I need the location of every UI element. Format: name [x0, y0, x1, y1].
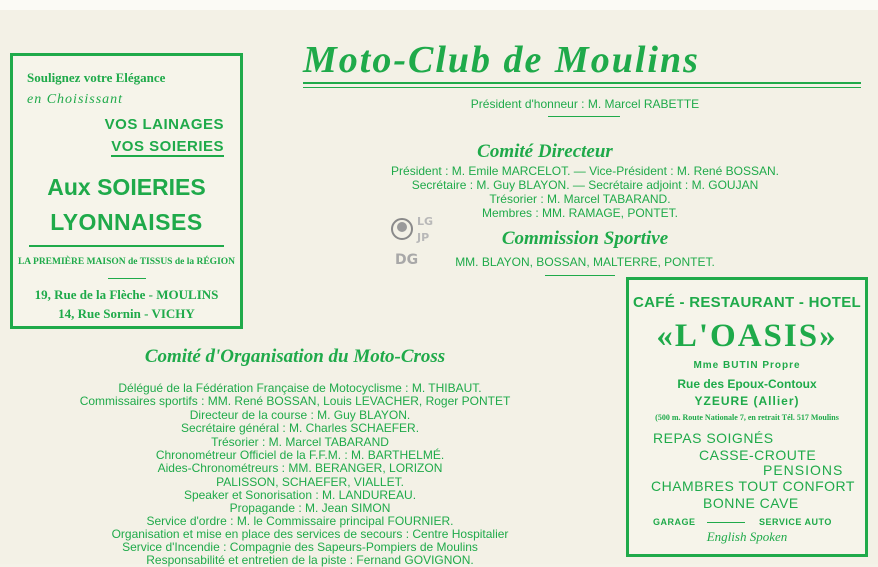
ad-shop-name-1: Aux SOIERIES [47, 174, 206, 200]
organisation-line: Délégué de la Fédération Française de Motocyclisme : M. THIBAUT. [118, 381, 482, 395]
comite-directeur-heading: Comité Directeur [477, 141, 613, 162]
organisation-line: Chronométreur Officiel de la F.F.M. : M. BARTHELMÉ. [155, 448, 445, 462]
honorary-president: Président d'honneur : M. Marcel RABETTE [470, 97, 700, 111]
oasis-street: Rue des Epoux-Contoux [677, 377, 817, 391]
organisation-line: Service d'Incendie : Compagnie des Sapeurs-Pompiers de Moulins [122, 540, 478, 554]
oasis-meals: REPAS SOIGNÉS [653, 430, 774, 446]
organisation-line: Propagande : M. Jean SIMON [229, 501, 391, 515]
title-rule [303, 82, 861, 84]
oasis-town: YZEURE (Allier) [694, 394, 800, 408]
organisation-line: Organisation et mise en place des services de secours : Centre Hospitalier [111, 527, 509, 541]
ad-slogan: LA PREMIÈRE MAISON de TISSUS de la RÉGION [17, 257, 236, 267]
club-title: Moto-Club de Moulins [303, 39, 700, 81]
organisation-line: Responsabilité et entretien de la piste : Fernand GOVIGNON. [146, 553, 474, 567]
comite-line: Secrétaire : M. Guy BLAYON. — Secrétaire adjoint : M. GOUJAN [411, 178, 759, 192]
ad-lainages: VOS LAINAGES [104, 116, 224, 133]
organisation-line: Secrétaire général : M. Charles SCHAEFER. [180, 421, 420, 435]
oasis-pensions: PENSIONS [763, 462, 844, 478]
comite-line: Membres : MM. RAMAGE, PONTET. [481, 206, 679, 220]
commission-rule [545, 275, 615, 276]
oasis-name: «L'OASIS» [656, 318, 838, 354]
svg-text:JP: JP [417, 231, 430, 244]
organisation-line: Commissaires sportifs : MM. René BOSSAN, Louis LEVACHER, Roger PONTET [79, 394, 511, 408]
organisation-line: PALISSON, SCHAEFER, VIALLET. [216, 475, 404, 489]
ad-tagline: Soulignez votre Elégance [27, 70, 166, 85]
oasis-snacks: CASSE-CROUTE [699, 447, 817, 463]
organisation-heading: Comité d'Organisation du Moto-Cross [144, 346, 446, 367]
ad-soieries-lyonnaises [10, 53, 243, 329]
oasis-rooms: CHAMBRES TOUT CONFORT [651, 478, 855, 494]
organisation-line: Service d'ordre : M. le Commissaire principal FOURNIER. [146, 514, 454, 528]
watermark-logo-icon [385, 211, 445, 269]
ad-shop-name-2: LYONNAISES [50, 209, 203, 235]
organisation-line: Aides-Chronométreurs : MM. BERANGER, LORIZON [157, 461, 443, 475]
ad-address-vichy: 14, Rue Sornin - VICHY [58, 306, 195, 321]
commission-sportive-heading: Commission Sportive [501, 228, 669, 249]
organisation-line: Directeur de la course : M. Guy BLAYON. [189, 408, 411, 422]
svg-text:LG: LG [417, 215, 434, 228]
oasis-services: CAFÉ - RESTAURANT - HOTEL [632, 294, 862, 311]
ad-tagline-2: en Choisissant [27, 92, 124, 107]
honorary-rule [548, 116, 620, 117]
ad-divider [29, 245, 224, 247]
ad-oasis-hotel [626, 277, 868, 557]
organisation-line: Trésorier : M. Marcel TABARAND [211, 435, 389, 449]
comite-line: Président : M. Emile MARCELOT. — Vice-Président : M. René BOSSAN. [391, 164, 779, 178]
svg-text:DG: DG [395, 252, 419, 268]
oasis-directions: (500 m. Route Nationale 7, en retrait Tél. 517 Moulins [655, 413, 839, 422]
oasis-dash [707, 522, 745, 523]
comite-line: Trésorier : M. Marcel TABARAND. [489, 192, 671, 206]
oasis-owner: Mme BUTIN Propre [693, 360, 801, 371]
commission-sportive-members: MM. BLAYON, BOSSAN, MALTERRE, PONTET. [455, 255, 715, 269]
title-rule-thin [303, 87, 861, 88]
ad-separator [108, 278, 146, 279]
organisation-line: Speaker et Sonorisation : M. LANDUREAU. [183, 488, 417, 502]
ad-address-moulins: 19, Rue de la Flèche - MOULINS [34, 287, 219, 302]
oasis-english: English Spoken [706, 529, 788, 544]
oasis-garage: GARAGE [653, 517, 696, 527]
oasis-cellar: BONNE CAVE [703, 495, 799, 511]
ad-soieries: VOS SOIERIES [111, 138, 224, 155]
oasis-service-auto: SERVICE AUTO [759, 517, 832, 527]
